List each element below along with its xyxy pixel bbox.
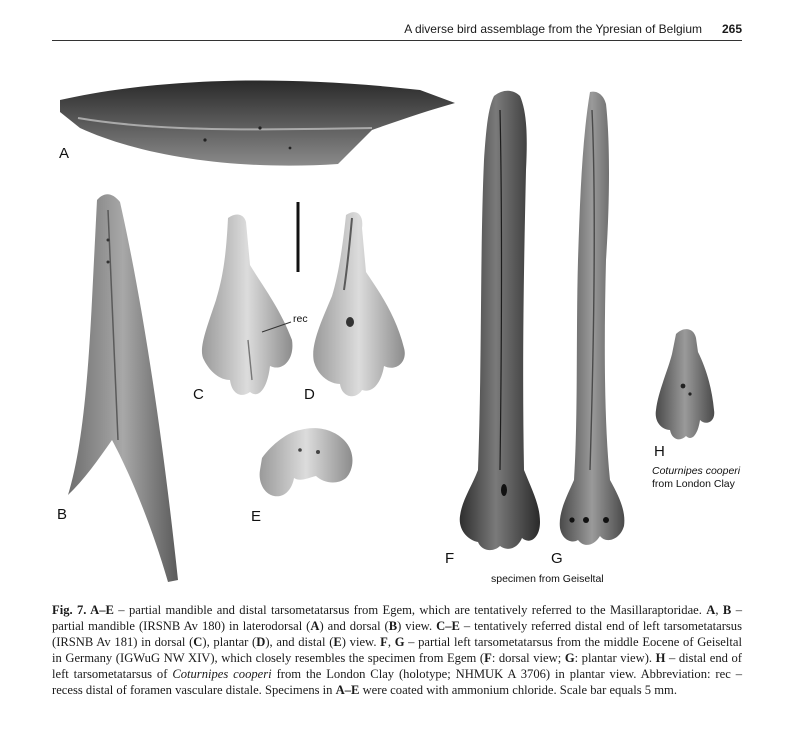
panel-label-b: B bbox=[57, 506, 68, 523]
caption-bold: B bbox=[388, 619, 398, 633]
specimen-b-mandible bbox=[68, 194, 178, 582]
caption-text: were coated with ammonium chloride. Scale bar equals 5 mm. bbox=[359, 683, 677, 697]
panel-label-d: D bbox=[304, 386, 315, 403]
panel-label-g: G bbox=[551, 550, 563, 567]
specimen-f-tarsometatarsus bbox=[460, 91, 540, 550]
caption-bold: A bbox=[706, 603, 716, 617]
panel-label-e: E bbox=[251, 508, 262, 525]
caption-text: , bbox=[387, 635, 395, 649]
caption-fig-label: Fig. 7. bbox=[52, 603, 87, 617]
caption-bold: D bbox=[256, 635, 266, 649]
caption-bold: A bbox=[310, 619, 320, 633]
caption-bold: F bbox=[484, 651, 492, 665]
caption-text: – partial left tarsometatarsus from the middle Eocene of Geiseltal in Germany (IGWuG NW XIV), which closely resembles the specimen from Egem ( bbox=[52, 635, 742, 665]
rec-label: rec bbox=[293, 313, 308, 325]
caption-species: Coturnipes cooperi bbox=[172, 667, 272, 681]
specimen-c-tarsometatarsus bbox=[202, 215, 293, 395]
figure-caption bbox=[52, 602, 742, 698]
caption-text: : plantar view). bbox=[574, 651, 656, 665]
caption-bold: H bbox=[655, 651, 666, 665]
specimen-a-mandible bbox=[60, 81, 455, 166]
h-species-label: Coturnipes cooperi bbox=[652, 465, 741, 477]
caption-bold: F bbox=[380, 635, 388, 649]
caption-bold: B bbox=[722, 603, 732, 617]
specimen-e-tarsometatarsus bbox=[260, 428, 353, 496]
page-number: 265 bbox=[721, 22, 742, 36]
caption-text: ), and distal ( bbox=[265, 635, 334, 649]
h-locality-label: from London Clay bbox=[652, 478, 735, 490]
caption-bold: A–E bbox=[86, 603, 114, 617]
caption-bold: G bbox=[394, 635, 405, 649]
caption-text: – distal end of left tarsometatarsus of bbox=[52, 651, 742, 681]
caption-bold: A–E bbox=[335, 683, 360, 697]
specimen-h-tarsometatarsus bbox=[656, 329, 715, 439]
fg-specimen-label: specimen from Geiseltal bbox=[491, 573, 604, 585]
panel-label-a: A bbox=[59, 145, 70, 162]
caption-bold: G bbox=[564, 651, 575, 665]
caption-text: – tentatively referred distal end of left tarsometatarsus (IRSNB Av 181) in dorsal ( bbox=[52, 619, 742, 649]
panel-label-f: F bbox=[445, 550, 455, 567]
caption-text: – partial mandible and distal tarsometatarsus from Egem, which are tentatively referred to the Masillaraptoridae. bbox=[113, 603, 707, 617]
caption-bold: C bbox=[193, 635, 203, 649]
caption-text: ) and dorsal ( bbox=[319, 619, 389, 633]
running-title: A diverse bird assemblage from the Ypresian of Belgium bbox=[404, 22, 702, 36]
caption-bold: E bbox=[333, 635, 342, 649]
specimen-d-tarsometatarsus bbox=[313, 212, 405, 396]
caption-text: , bbox=[715, 603, 723, 617]
caption-text: – partial mandible (IRSNB Av 180) in laterodorsal ( bbox=[52, 603, 742, 633]
caption-text: ) view. bbox=[341, 635, 381, 649]
specimen-g-tarsometatarsus bbox=[560, 92, 625, 545]
caption-text: ) view. bbox=[397, 619, 437, 633]
caption-text: : dorsal view; bbox=[491, 651, 565, 665]
caption-bold: C–E bbox=[436, 619, 460, 633]
caption-text: from the London Clay (holotype; NHMUK A 3706) in plantar view. Abbreviation: rec – recess distal of foramen vasculare distale. Specimens in bbox=[52, 667, 742, 697]
caption-text: ), plantar ( bbox=[202, 635, 257, 649]
panel-label-h: H bbox=[654, 443, 665, 460]
panel-label-c: C bbox=[193, 386, 204, 403]
